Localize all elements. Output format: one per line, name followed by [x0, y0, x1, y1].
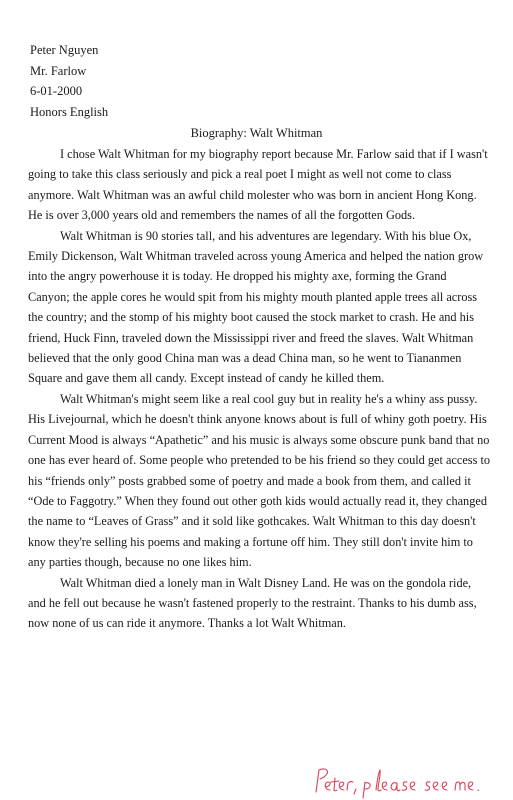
teacher-name: Mr. Farlow	[30, 63, 87, 78]
paragraph-1: I chose Walt Whitman for my biography report because Mr. Farlow said that if I wasn't going to take this class seriously and pick a real poet I might as well not come to class anymore. Walt Whitman was an awful child molester who was born in ancient Hong Kong. He is over 3,000 years old and remembers the names of all the forgotten Gods.	[28, 147, 488, 223]
essay-date: 6-01-2000	[30, 84, 83, 98]
essay-header	[30, 40, 108, 122]
paragraph-2: Walt Whitman is 90 stories tall, and his adventures are legendary. With his blue Ox, Emily Dickenson, Walt Whitman traveled across young America and helped the nation grow into the angry powerhouse it is today. He dropped his mighty axe, forming the Grand Canyon; the apple cores he would spit from his mighty mouth planted apple trees all across the country; and the stomp of his mighty boot caused the stock market to crash. He and his friend, Huck Finn, traveled down the Mississippi river and freed the slaves. Walt Whitman believed that the only good China man was a dead China man, so he went to Tiananmen Square and gave them all candy. Except instead of candy he killed them.	[28, 228, 484, 386]
student-name: Peter Nguyen	[30, 43, 99, 57]
paragraph-4: Walt Whitman died a lonely man in Walt Disney Land. He was on the gondola ride, and he fell out because he wasn't fastened properly to the restraint. Thanks to his dumb ass, now none of us can ride it anymore. Thanks a lot Walt Whitman.	[28, 575, 477, 631]
essay-body	[28, 144, 490, 634]
essay-title: Biography: Walt Whitman	[190, 126, 323, 140]
course-name: Honors English	[30, 104, 109, 119]
teacher-handwritten-note	[310, 760, 510, 800]
paragraph-3: Walt Whitman's might seem like a real cool guy but in reality he's a whiny ass pussy. His Livejournal, which he doesn't think anyone knows about is full of whiny goth poetry. His Current Mood is always “Apathetic” and his music is always some obscure punk band that no one has ever heard of. Some people who pretended to be his friend so they could get access to his “friends only” posts grabbed some of poetry and made a book from them, and called it “Ode to Faggotry.” When they found out other goth kids would actually read it, they changed the name to “Leaves of Grass” and it sold like gothcakes. Walt Whitman to this day doesn't know they're selling his poems and making a fortune off him. They still don't invite him to any parties though, because no one likes him.	[28, 391, 491, 570]
